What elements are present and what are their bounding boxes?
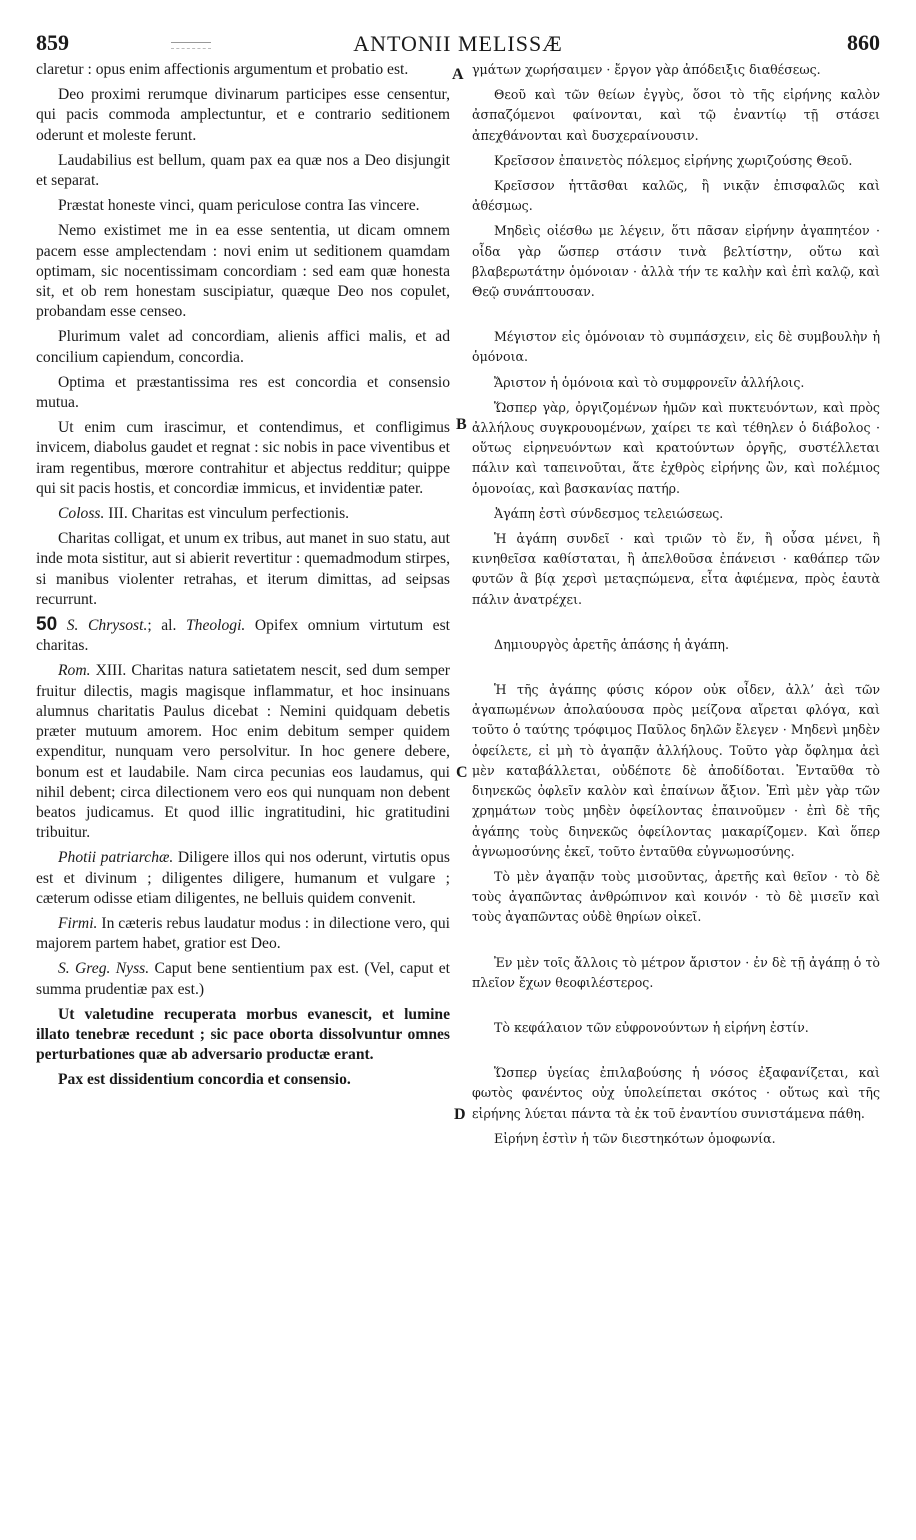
- greek-paragraph: Κρεῖσσον ἡττᾶσθαι καλῶς, ἢ νικᾷν ἐπισφαλῶς καὶ ἀθέσμως.: [472, 178, 880, 214]
- latin-paragraph: Ut enim cum irascimur, et contendimus, et confligimus invicem, diabolus gaudet et regnat : sic nobis in pace viventibus et iram regentibus, mœrore contrahitur et abjectus redditur; quippe qui sit pacis hostis, et concordiæ immicus, et invidentiæ pater.: [36, 419, 450, 497]
- source-reference: Theologi.: [185, 617, 246, 635]
- greek-paragraph: Τὸ κεφάλαιον τῶν εὐφρονούντων ἡ εἰρήνη ἐστίν.: [494, 1019, 809, 1035]
- greek-paragraph: Ὥσπερ ὑγείας ἐπιλαβούσης ἡ νόσος ἐξαφανίζεται, καὶ φωτὸς φανέντος οὐχ ὑπολείπεται σκότος · οὕτως καὶ τῆς εἰρήνης λύεται πάντα τὰ ἐκ τοῦ ἐναντίου συνιστάμενα πάθη.: [472, 1065, 880, 1121]
- greek-paragraph: Ἄριστον ἡ ὁμόνοια καὶ τὸ συμφρονεῖν ἀλλήλοις.: [494, 374, 805, 390]
- page-header: [36, 30, 880, 56]
- latin-paragraph: [36, 914, 450, 954]
- latin-paragraph: claretur : opus enim affectionis argumentum et probatio est.: [36, 61, 409, 78]
- section-marker-d: D: [454, 1106, 466, 1123]
- spacer: [472, 1043, 880, 1063]
- latin-text: III. Charitas est vinculum perfectionis.: [108, 505, 350, 523]
- greek-paragraph: Θεοῦ καὶ τῶν θείων ἐγγὺς, ὅσοι τὸ τῆς εἰρήνης καλὸν ἀσπαζόμενοι φαίνονται, καὶ τῷ ἐναντίῳ τῇ στάσει ἀπεχθάνονται καὶ δυσχεραίνουσιν.: [472, 87, 880, 143]
- spacer: [472, 307, 880, 327]
- spacer: [472, 660, 880, 680]
- greek-paragraph: Εἰρήνη ἐστὶν ἡ τῶν διεστηκότων ὁμοφωνία.: [494, 1130, 776, 1146]
- greek-paragraph: γμάτων χωρήσαιμεν · ἔργον γὰρ ἀπόδειξις διαθέσεως.: [472, 62, 821, 77]
- latin-text: ; al.: [147, 617, 177, 635]
- latin-text: Opifex omnium virtutum est charitas.: [36, 617, 450, 655]
- greek-paragraph: Κρεῖσσον ἐπαινετὸς πόλεμος εἰρήνης χωριζούσης Θεοῦ.: [494, 152, 853, 168]
- source-reference: Rom.: [58, 662, 91, 680]
- section-marker-c: C: [456, 764, 468, 781]
- latin-text: Diligere illos qui nos oderunt, virtutis opus est et divinum ; diligentes diligere, humanum et vulgare ; cæterum odisse etiam diligentes, ne belluis quidem convenit.: [36, 849, 450, 907]
- greek-paragraph: Ἀγάπη ἐστὶ σύνδεσμος τελειώσεως.: [494, 505, 724, 521]
- latin-text: Caput bene sentientium pax est. (Vel, caput et summa prudentiæ pax est.): [36, 960, 451, 998]
- greek-paragraph: Ἐν μὲν τοῖς ἄλλοις τὸ μέτρον ἄριστον · ἐν δὲ τῇ ἀγάπῃ ὁ τὸ πλεῖον ἔχων θεοφιλέστερος.: [472, 954, 880, 990]
- latin-paragraph: [36, 504, 450, 524]
- greek-paragraph: Μηδεὶς οἰέσθω με λέγειν, ὅτι πᾶσαν εἰρήνην ἀγαπητέον · οἶδα γὰρ ὥσπερ στάσιν τινὰ βελτίστην, οὕτω καὶ βλαβερωτάτην ὁμόνοιαν · ἀλλὰ τήν τε καλὴν καὶ ἐπὶ καλῷ, καὶ Θεῷ συνάπτουσαν.: [472, 223, 880, 300]
- source-reference: Photii patriarchæ.: [58, 849, 174, 867]
- latin-paragraph: Charitas colligat, et unum ex tribus, aut manet in suo statu, aut inde mota sistitur, aut si abierit revertitur : quemadmodum stirpes, si manibus violenter retrahas, et iterum dimittas, ad seipsas recurrunt.: [36, 530, 450, 608]
- running-title: ANTONII MELISSÆ: [353, 31, 563, 56]
- latin-column: [36, 60, 450, 1096]
- greek-paragraph: Μέγιστον εἰς ὁμόνοιαν τὸ συμπάσχειν, εἰς δὲ συμβουλὴν ἡ ὁμόνοια.: [472, 329, 880, 365]
- latin-paragraph: Præstat honeste vinci, quam periculose contra Ias vincere.: [58, 197, 420, 215]
- spacer: [472, 615, 880, 635]
- greek-column: [472, 60, 880, 1154]
- latin-paragraph: Optima et præstantissima res est concordia et consensio mutua.: [36, 373, 450, 412]
- latin-paragraph: Plurimum valet ad concordiam, alienis affici malis, et ad concilium capiendum, concordia.: [36, 328, 450, 366]
- latin-paragraph: [36, 615, 450, 656]
- source-reference: Firmi.: [58, 914, 98, 932]
- source-reference: S. Greg. Nyss.: [58, 960, 150, 978]
- latin-paragraph: Nemo existimet me in ea esse sententia, ut dicam omnem pacem esse amplectendam : novi enim ut seditionem quamdam optimam, sic nocentissimam concordiam : sed eam quæ honesta sit, et ob rem honestam suscipiatur, quæque Deo nos copulet, probandam esse censeo.: [36, 222, 450, 321]
- greek-paragraph: Τὸ μὲν ἀγαπᾷν τοὺς μισοῦντας, ἀρετῆς καὶ θεῖον · τὸ δὲ τοὺς ἀγαπῶντας ἀνθρώπινον καὶ κοινόν · τὸ δὲ μισεῖν καὶ τοὺς ἀγαπῶντας οὐδὲ θηρίων οἰκεῖ.: [472, 868, 880, 925]
- greek-paragraph: Ὥσπερ γὰρ, ὀργιζομένων ἡμῶν καὶ πυκτευόντων, καὶ πρὸς ἀλλήλους συγκρουομένων, χαίρει τε καὶ τέθηλεν ὁ διάβολος · οὕτως εἰρηνευόντων καὶ κρατούντων ὀργῆς, συστέλλεται πάλιν καὶ ταπεινοῦται, ἅτε ἐχθρὸς εἰρήνης ὢν, καὶ πολέμιος ὁμονοίας, καὶ βασκανίας πατήρ.: [472, 399, 880, 496]
- right-page-number: 860: [847, 30, 880, 55]
- section-number: 50: [36, 614, 58, 636]
- spacer: [472, 933, 880, 953]
- latin-paragraph: Laudabilius est bellum, quam pax ea quæ nos a Deo disjungit et separat.: [36, 151, 450, 190]
- greek-paragraph: Ἡ ἀγάπη συνδεῖ · καὶ τριῶν τὸ ἕν, ἢ οὖσα μένει, ἢ κινηθεῖσα καθίσταται, ἢ ἀπελθοῦσα ἐπάνεισι · καθάπερ τῶν φυτῶν ἃ βίᾳ χερσὶ μεταςπώμενα, εἶτα ἀφιέμενα, πρὸς ἑαυτὰ πάλιν ἀνατρέχει.: [472, 531, 880, 607]
- latin-paragraph: [36, 661, 450, 843]
- latin-paragraph: Pax est dissidentium concordia et consensio.: [58, 1071, 351, 1089]
- latin-text: In cæteris rebus laudatur modus : in dilectione vero, qui majorem partem habet, gratior est Deo.: [36, 914, 450, 953]
- section-marker-b: B: [456, 416, 467, 433]
- spacer: [472, 998, 880, 1018]
- source-reference: S. Chrysost.: [66, 617, 148, 635]
- latin-paragraph: [36, 959, 450, 999]
- section-marker-a: A: [452, 66, 464, 83]
- source-reference: Coloss.: [58, 505, 105, 523]
- left-page-number: 859: [36, 30, 69, 55]
- greek-paragraph: Δημιουργὸς ἀρετῆς ἁπάσης ἡ ἀγάπη.: [494, 636, 729, 652]
- latin-paragraph: Deo proximi rerumque divinarum participes esse censentur, qui pacis commoda amplectuntur, et e contrario seditionem oderunt et moleste ferunt.: [36, 86, 450, 144]
- latin-paragraph: [36, 848, 450, 909]
- latin-paragraph: Ut valetudine recuperata morbus evanescit, et lumine illato tenebræ recedunt ; sic pace oborta dissolvuntur omnes perturbationes quæ ab adversario productæ erant.: [36, 1005, 450, 1064]
- greek-paragraph: Ἡ τῆς ἀγάπης φύσις κόρον οὐκ οἶδεν, ἀλλ’ ἀεὶ τῶν ἀγαπωμένων ἀπολαύουσα πρὸς μείζονα αἴρεται φλόγα, καὶ τοῦτο ὁ ταύτης τρόφιμος Παῦλος δηλῶν ἔλεγεν · Μηδενὶ μηδὲν ὀφείλετε, εἰ μὴ τὸ ἀγαπᾷν ἀλλήλους. Τοῦτο γὰρ ὄφλημα ἀεὶ μὲν καταβάλλεται, οὐδέποτε δὲ ἀποδίδοται. Ἐνταῦθα τὸ διηνεκῶς ὀφλεῖν καλὸν καὶ ἐπαίνων ἄξιον. Ἐπὶ μὲν γὰρ τῶν χρημάτων τοὺς μηδὲν ὀφείλοντας ἐπαινοῦμεν · ἐπὶ δὲ τῆς ἀγάπης τοὺς διηνεκῶς ὀφείλοντας μακαρίζομεν. Καὶ ὅπερ ἀγνωμοσύνης ἐκεῖ, τοῦτο ἐνταῦθα εὐγνωμοσύνης.: [472, 682, 880, 859]
- latin-text: XIII. Charitas natura satietatem nescit, sed dum semper fruitur dilectis, magis magisque inflammatur, et hoc insinuans alumnus charitatis Paulus dicebat : Nemini quidquam debetis præter mutuum amorem. Hoc enim debitum semper quidem expenditur, nunquam vero persolvitur. In hoc genere debere, bonum est et laudabile. Nam circa pecunias eos laudamus, qui nihil debent; circa dilectionem vero eos qui nunquam non debent beatos judicamus. Et quod illic ingratitudini, hic gratitudini tribuitur.: [36, 662, 450, 842]
